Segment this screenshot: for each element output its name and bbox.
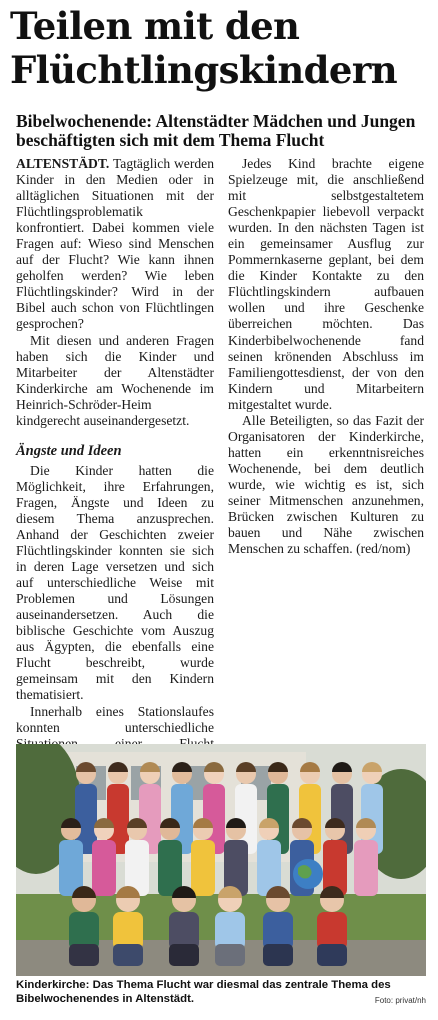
headline-line-2: Flüchtlingskindern xyxy=(10,48,398,92)
group-photo xyxy=(16,744,426,976)
photo-person-legs xyxy=(113,944,143,966)
photo-person-legs xyxy=(215,944,245,966)
photo-person-legs xyxy=(169,944,199,966)
article-paragraph: Innerhalb eines Stationslaufes konnten unterschiedliche xyxy=(16,703,214,735)
article-paragraph xyxy=(16,156,214,333)
photo-caption: Kinderkirche: Das Thema Flucht war diesmal das zentrale Thema des Bibelwochenendes in Altenstädt. xyxy=(16,979,391,1005)
article-paragraph: Alle Beteiligten, so das Fazit der Organisatoren der Kinderkirche, hatten ein erkenntnisreiches Wochenende, bei dem deutlich wurde, wie wichtig es ist, sich seiner Mitmenschen anzunehmen, Brücken zwischen Kulturen zu bauen und Nähe zwischen Menschen zu schaffen. (red/nom) xyxy=(228,412,424,557)
text-column-right xyxy=(228,156,424,557)
article-paragraph: Die Kinder hatten die Möglichkeit, ihre Erfahrungen, Fragen, Ängste und Ideen zu diesem Thema anzusprechen. Anhand der Geschichten zweier Flüchtlingskinder konnten sie sich in deren Lage versetzen und sich auf unterschiedliche Weise mit Problemen und Lösungen auseinandersetzen. Auch die biblische Geschichte vom Auszug aus Ägypten, die ebenfalls eine Flucht beschreibt, wurde gemeinsam mit den Kindern thematisiert. xyxy=(16,462,214,703)
headline-line-1: Teilen mit den xyxy=(10,4,300,48)
photo-person-legs xyxy=(263,944,293,966)
article-headline xyxy=(10,4,430,92)
group-photo-illustration xyxy=(16,744,426,976)
photo-person-legs xyxy=(69,944,99,966)
article-subheading: Ängste und Ideen xyxy=(16,442,122,459)
photo-person-body xyxy=(191,840,215,896)
photo-credit: Foto: privat/nh xyxy=(374,996,426,1005)
photo-person-body xyxy=(92,840,116,896)
article-subheadline: Bibelwochenende: Altenstädter Mädchen und Jungen beschäftigten sich mit dem Thema Flucht xyxy=(16,111,416,150)
article-paragraph: Mit diesen und anderen Fragen haben sich die Kinder und Mitarbeiter der Altenstädter Kinderkirche am Wochenende im Heinrich-Schröder-Heim kindgerecht auseinandergesetzt. xyxy=(16,332,214,428)
article-dateline: ALTENSTÄDT. xyxy=(16,156,110,171)
paragraph-text: Tagtäglich werden Kinder in den Medien oder in alltäglichen Situationen mit der Flüchtlingsproblematik konfrontiert. Dabei kommen viele Fragen auf: Wieso sind Menschen auf der Flucht? Wie kann ihnen geholfen werden? Wie leben Flüchtlingskinder? Wird in der Bibel auch schon von Flüchtlingen gesprochen? xyxy=(16,156,214,332)
photo-person-legs xyxy=(317,944,347,966)
article-paragraph: Jedes Kind brachte eigene Spielzeuge mit, die anschließend mit selbstgestaltetem Geschenkpapier liebevoll verpackt wurden. In den nächsten Tagen ist ein gemeinsamer Ausflug zur Pommernkaserne geplant, bei dem die Kinder Kontakte zu den Flüchtlingskindern aufbauen wollen und ihre Geschenke überreichen möchten. Das Kinderbibelwochenende fand seinen krönenden Abschluss im Familiengottesdienst, der von den Kindern und Mitarbeitern mitgestaltet wurde. xyxy=(228,156,424,412)
photo-person-body xyxy=(354,840,378,896)
